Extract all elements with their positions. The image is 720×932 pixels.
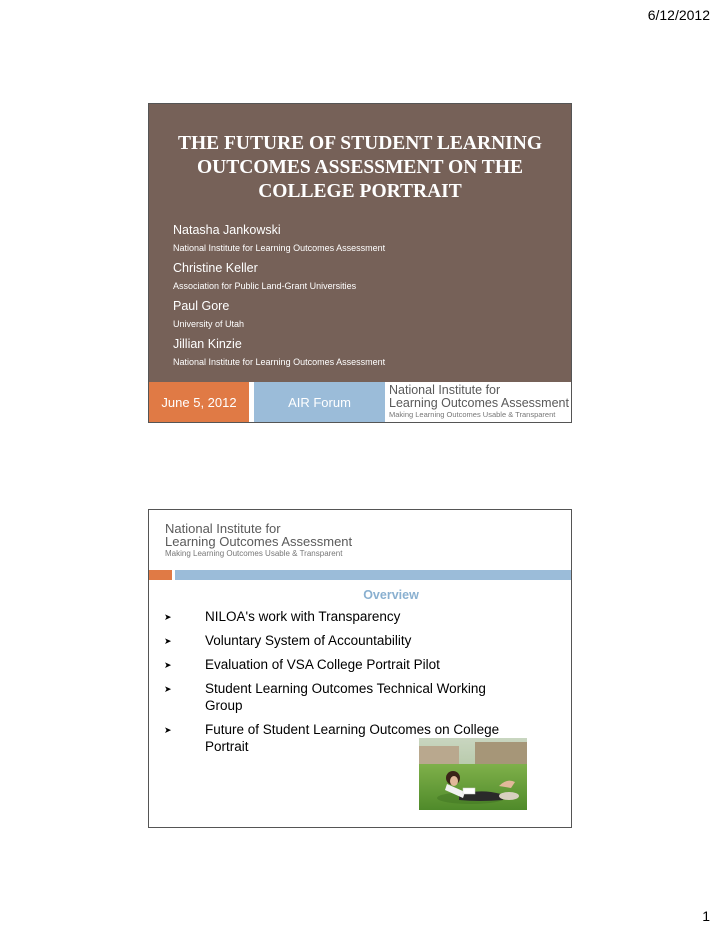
- author-item: [173, 336, 563, 374]
- bullet-text: Voluntary System of Accountability: [205, 633, 412, 648]
- author-affiliation: National Institute for Learning Outcomes Assessment: [173, 357, 386, 367]
- bullet-text: Evaluation of VSA College Portrait Pilot: [205, 657, 440, 672]
- overview-slide: [148, 509, 572, 828]
- bullet-text: Student Learning Outcomes Technical Working Group: [205, 681, 486, 713]
- niloa-logo: [165, 522, 352, 558]
- arrow-bullet-icon: ➤: [164, 612, 172, 622]
- page-date: 6/12/2012: [647, 7, 710, 23]
- title-slide-footer: [149, 382, 571, 422]
- list-item: [149, 632, 571, 649]
- list-item: [149, 680, 571, 714]
- logo-line-2: Learning Outcomes Assessment: [389, 395, 569, 410]
- arrow-bullet-icon: ➤: [164, 725, 172, 735]
- author-affiliation: National Institute for Learning Outcomes Assessment: [173, 243, 386, 253]
- bullet-text: NILOA's work with Transparency: [205, 609, 401, 624]
- author-name: Jillian Kinzie: [173, 337, 242, 351]
- title-slide: [148, 103, 572, 423]
- logo-tagline: Making Learning Outcomes Usable & Transparent: [165, 549, 343, 558]
- author-item: [173, 222, 563, 260]
- student-reading-photo: [419, 738, 527, 810]
- author-item: [173, 298, 563, 336]
- author-item: [173, 260, 563, 298]
- logo-tagline: Making Learning Outcomes Usable & Transparent: [389, 410, 556, 419]
- bullet-text: Future of Student Learning Outcomes on College Portrait: [205, 722, 500, 754]
- author-affiliation: University of Utah: [173, 319, 245, 329]
- author-affiliation: Association for Public Land-Grant Universities: [173, 281, 357, 291]
- arrow-bullet-icon: ➤: [164, 636, 172, 646]
- arrow-bullet-icon: ➤: [164, 660, 172, 670]
- title-slide-body: [149, 104, 571, 382]
- author-name: Paul Gore: [173, 299, 230, 313]
- logo-line-1: National Institute for: [389, 383, 501, 397]
- presentation-date: June 5, 2012: [149, 382, 249, 422]
- author-name: Natasha Jankowski: [173, 223, 281, 237]
- page-number: 1: [702, 908, 710, 924]
- arrow-bullet-icon: ➤: [164, 684, 172, 694]
- logo-text: [389, 384, 571, 419]
- author-name: Christine Keller: [173, 261, 258, 275]
- logo-line-2: Learning Outcomes Assessment: [165, 534, 353, 549]
- list-item: [149, 656, 571, 673]
- logo-line-1: National Institute for: [165, 521, 281, 536]
- niloa-logo: [385, 382, 571, 422]
- list-item: [149, 608, 571, 625]
- author-list: [173, 222, 563, 374]
- presentation-title: THE FUTURE OF STUDENT LEARNING OUTCOMES ASSESSMENT ON THE COLLEGE PORTRAIT: [177, 133, 543, 202]
- overview-heading: Overview: [363, 588, 419, 602]
- slide-header-bar: [149, 570, 571, 580]
- event-name: AIR Forum: [254, 382, 385, 422]
